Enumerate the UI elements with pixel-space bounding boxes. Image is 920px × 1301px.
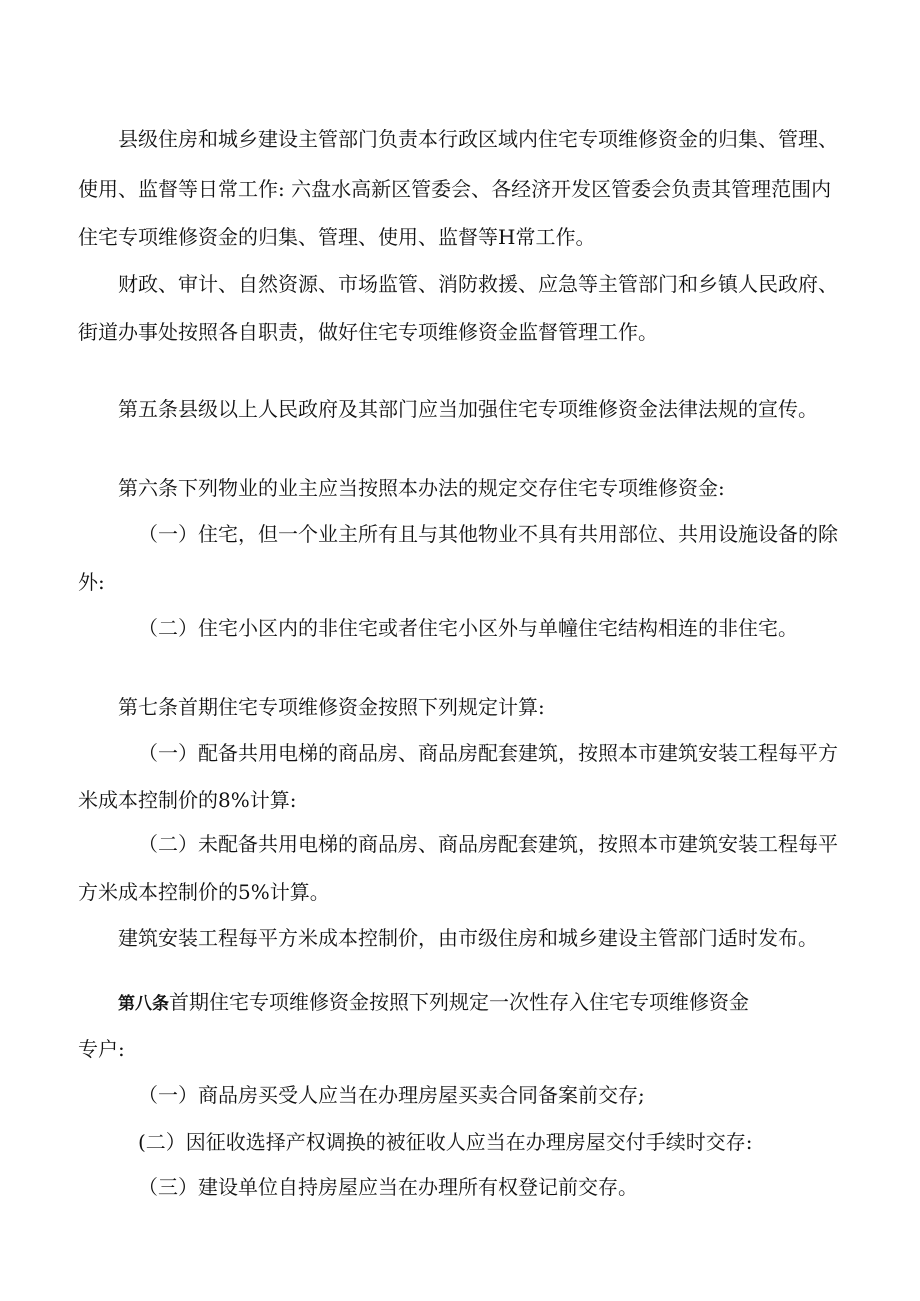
article-8-item-2: (二）因征收选择产权调换的被征收人应当在办理房屋交付手续时交存:	[138, 1130, 753, 1154]
article-8-line-2: 专户:	[78, 1037, 125, 1061]
paragraph-line: 县级住房和城乡建设主管部门负责本行政区域内住宅专项维修资金的归集、管理、	[118, 127, 838, 151]
article-7-item-1: （一）配备共用电梯的商品房、商品房配套建筑，按照本市建筑安装工程每平方	[138, 741, 838, 765]
article-7-item-1-cont: 米成本控制价的8%计算:	[78, 788, 297, 812]
paragraph-line: 街道办事处按照各自职责，做好住宅专项维修资金监督管理工作。	[78, 320, 658, 344]
article-5: 第五条县级以上人民政府及其部门应当加强住宅专项维修资金法律法规的宣传。	[118, 397, 818, 421]
article-7-item-2: （二）未配备共用电梯的商品房、商品房配套建筑，按照本市建筑安装工程每平	[138, 832, 838, 856]
article-6-item-1-cont: 外:	[78, 570, 105, 594]
article-8-lead: 第八条	[118, 994, 169, 1014]
article-7-item-2-cont: 方米成本控制价的5%计算。	[78, 880, 330, 904]
paragraph-line: 使用、监督等日常工作: 六盘水高新区管委会、各经济开发区管委会负责其管理范围内	[78, 177, 832, 201]
article-6: 第六条下列物业的业主应当按照本办法的规定交存住宅专项维修资金:	[118, 476, 725, 500]
article-8-item-1: （一）商品房买受人应当在办理房屋买卖合同备案前交存;	[138, 1083, 645, 1107]
article-7: 第七条首期住宅专项维修资金按照下列规定计算:	[118, 695, 545, 719]
article-8-text: 首期住宅专项维修资金按照下列规定一次性存入住宅专项维修资金	[169, 990, 749, 1014]
article-6-item-1: （一）住宅，但一个业主所有且与其他物业不具有共用部位、共用设施设备的除	[138, 522, 838, 546]
paragraph-line: 财政、审计、自然资源、市场监管、消防救援、应急等主管部门和乡镇人民政府、	[118, 272, 838, 296]
article-8-line-1	[118, 990, 749, 1016]
article-8-item-3: （三）建设单位自持房屋应当在办理所有权登记前交存。	[138, 1175, 638, 1199]
article-7-note: 建筑安装工程每平方米成本控制价，由市级住房和城乡建设主管部门适时发布。	[118, 926, 818, 950]
article-6-item-2: （二）住宅小区内的非住宅或者住宅小区外与单幢住宅结构相连的非住宅。	[138, 616, 798, 640]
paragraph-line: 住宅专项维修资金的归集、管理、使用、监督等H常工作。	[78, 225, 596, 249]
